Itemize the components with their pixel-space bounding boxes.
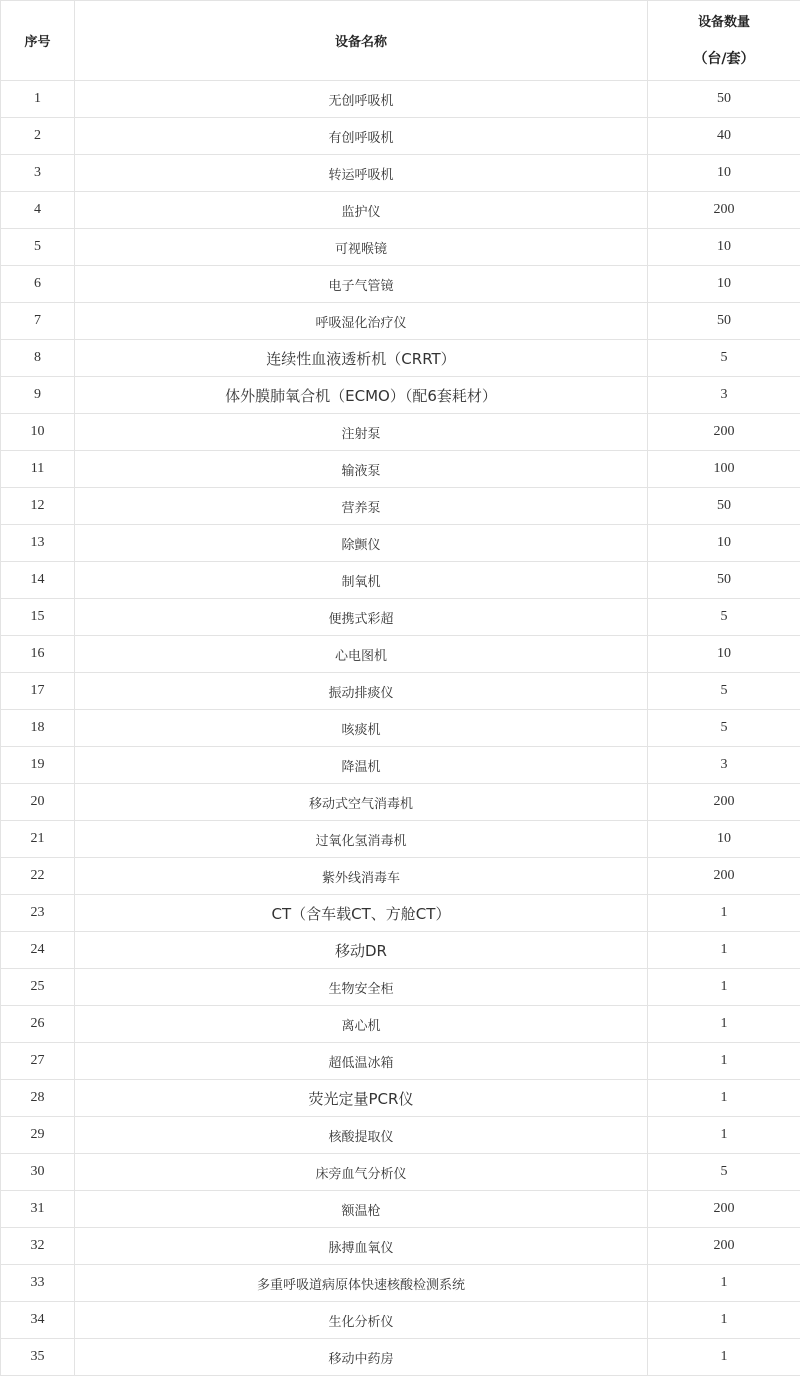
table-row: [1, 636, 800, 673]
row-quantity: 50: [648, 562, 800, 599]
table-row: [1, 81, 800, 118]
row-equipment-name: 降温机: [75, 747, 648, 784]
row-index: 22: [1, 858, 75, 895]
table-row: [1, 1265, 800, 1302]
row-quantity: 5: [648, 673, 800, 710]
table-row: [1, 562, 800, 599]
row-equipment-name: 生物安全柜: [75, 969, 648, 1006]
row-equipment-name: 咳痰机: [75, 710, 648, 747]
row-index: 34: [1, 1302, 75, 1339]
row-quantity: 1: [648, 1302, 800, 1339]
table-row: [1, 303, 800, 340]
row-quantity: 50: [648, 81, 800, 118]
table-row: [1, 340, 800, 377]
row-equipment-name: 电子气管镜: [75, 266, 648, 303]
row-index: 20: [1, 784, 75, 821]
row-quantity: 1: [648, 895, 800, 932]
row-quantity: 10: [648, 155, 800, 192]
header-index: 序号: [1, 1, 75, 81]
row-quantity: 1: [648, 1117, 800, 1154]
row-equipment-name: 生化分析仪: [75, 1302, 648, 1339]
table-row: [1, 1191, 800, 1228]
row-equipment-name: 有创呼吸机: [75, 118, 648, 155]
row-equipment-name: 移动式空气消毒机: [75, 784, 648, 821]
row-equipment-name: 移动DR: [75, 932, 648, 969]
row-quantity: 5: [648, 710, 800, 747]
row-index: 25: [1, 969, 75, 1006]
header-quantity: [648, 1, 800, 81]
row-index: 13: [1, 525, 75, 562]
table-row: [1, 192, 800, 229]
row-index: 16: [1, 636, 75, 673]
row-quantity: 200: [648, 414, 800, 451]
table-row: [1, 488, 800, 525]
row-quantity: 1: [648, 932, 800, 969]
row-index: 21: [1, 821, 75, 858]
row-index: 24: [1, 932, 75, 969]
row-equipment-name: 可视喉镜: [75, 229, 648, 266]
row-index: 11: [1, 451, 75, 488]
row-index: 33: [1, 1265, 75, 1302]
row-quantity: 10: [648, 266, 800, 303]
header-name: 设备名称: [75, 1, 648, 81]
row-equipment-name: 脉搏血氧仪: [75, 1228, 648, 1265]
table-row: [1, 1043, 800, 1080]
row-quantity: 5: [648, 1154, 800, 1191]
row-equipment-name: 移动中药房: [75, 1339, 648, 1376]
table-row: [1, 451, 800, 488]
row-index: 28: [1, 1080, 75, 1117]
row-quantity: 10: [648, 525, 800, 562]
table-row: [1, 784, 800, 821]
row-quantity: 1: [648, 1339, 800, 1376]
table-row: [1, 266, 800, 303]
row-index: 10: [1, 414, 75, 451]
row-index: 6: [1, 266, 75, 303]
row-index: 7: [1, 303, 75, 340]
row-index: 14: [1, 562, 75, 599]
row-index: 17: [1, 673, 75, 710]
row-equipment-name: 超低温冰箱: [75, 1043, 648, 1080]
row-index: 27: [1, 1043, 75, 1080]
row-quantity: 100: [648, 451, 800, 488]
row-index: 32: [1, 1228, 75, 1265]
row-quantity: 10: [648, 636, 800, 673]
row-equipment-name: 离心机: [75, 1006, 648, 1043]
row-quantity: 5: [648, 599, 800, 636]
row-equipment-name: 过氧化氢消毒机: [75, 821, 648, 858]
table-row: [1, 1302, 800, 1339]
row-index: 31: [1, 1191, 75, 1228]
row-equipment-name: 制氧机: [75, 562, 648, 599]
row-equipment-name: 多重呼吸道病原体快速核酸检测系统: [75, 1265, 648, 1302]
row-index: 8: [1, 340, 75, 377]
table-row: [1, 932, 800, 969]
row-equipment-name: 紫外线消毒车: [75, 858, 648, 895]
row-index: 23: [1, 895, 75, 932]
row-quantity: 1: [648, 969, 800, 1006]
row-index: 30: [1, 1154, 75, 1191]
table-row: [1, 1006, 800, 1043]
table-row: [1, 414, 800, 451]
row-equipment-name: 除颤仪: [75, 525, 648, 562]
row-quantity: 1: [648, 1080, 800, 1117]
row-index: 9: [1, 377, 75, 414]
table-row: [1, 858, 800, 895]
row-quantity: 200: [648, 858, 800, 895]
row-quantity: 1: [648, 1265, 800, 1302]
row-index: 1: [1, 81, 75, 118]
table-row: [1, 747, 800, 784]
table-row: [1, 155, 800, 192]
row-quantity: 1: [648, 1043, 800, 1080]
row-quantity: 200: [648, 784, 800, 821]
row-quantity: 3: [648, 377, 800, 414]
row-equipment-name: 监护仪: [75, 192, 648, 229]
row-equipment-name: 连续性血液透析机（CRRT）: [75, 340, 648, 377]
table-row: [1, 599, 800, 636]
table-row: [1, 895, 800, 932]
table-row: [1, 710, 800, 747]
row-equipment-name: 体外膜肺氧合机（ECMO）（配6套耗材）: [75, 377, 648, 414]
row-equipment-name: 床旁血气分析仪: [75, 1154, 648, 1191]
row-index: 3: [1, 155, 75, 192]
row-quantity: 5: [648, 340, 800, 377]
row-quantity: 3: [648, 747, 800, 784]
row-index: 29: [1, 1117, 75, 1154]
row-quantity: 200: [648, 192, 800, 229]
row-equipment-name: 荧光定量PCR仪: [75, 1080, 648, 1117]
table-row: [1, 229, 800, 266]
row-equipment-name: 额温枪: [75, 1191, 648, 1228]
row-quantity: 10: [648, 821, 800, 858]
table-row: [1, 118, 800, 155]
table-row: [1, 1117, 800, 1154]
row-index: 5: [1, 229, 75, 266]
row-index: 18: [1, 710, 75, 747]
row-equipment-name: 无创呼吸机: [75, 81, 648, 118]
header-quantity-label: 设备数量: [648, 12, 800, 34]
table-row: [1, 377, 800, 414]
row-quantity: 50: [648, 303, 800, 340]
row-index: 19: [1, 747, 75, 784]
table-row: [1, 1339, 800, 1376]
row-quantity: 50: [648, 488, 800, 525]
table-row: [1, 525, 800, 562]
row-equipment-name: 便携式彩超: [75, 599, 648, 636]
table-row: [1, 673, 800, 710]
row-index: 35: [1, 1339, 75, 1376]
table-row: [1, 821, 800, 858]
row-quantity: 1: [648, 1006, 800, 1043]
row-quantity: 200: [648, 1228, 800, 1265]
table-row: [1, 1080, 800, 1117]
header-quantity-unit: （台/套）: [648, 48, 800, 70]
row-equipment-name: 核酸提取仪: [75, 1117, 648, 1154]
row-equipment-name: 呼吸湿化治疗仪: [75, 303, 648, 340]
row-index: 26: [1, 1006, 75, 1043]
table-row: [1, 1154, 800, 1191]
row-equipment-name: 转运呼吸机: [75, 155, 648, 192]
table-row: [1, 1228, 800, 1265]
row-quantity: 10: [648, 229, 800, 266]
table-row: [1, 969, 800, 1006]
row-equipment-name: 心电图机: [75, 636, 648, 673]
row-quantity: 40: [648, 118, 800, 155]
row-equipment-name: 注射泵: [75, 414, 648, 451]
row-equipment-name: 营养泵: [75, 488, 648, 525]
row-equipment-name: 输液泵: [75, 451, 648, 488]
row-index: 2: [1, 118, 75, 155]
header-row: [1, 1, 800, 81]
row-index: 4: [1, 192, 75, 229]
row-quantity: 200: [648, 1191, 800, 1228]
row-equipment-name: 振动排痰仪: [75, 673, 648, 710]
row-index: 12: [1, 488, 75, 525]
table-body: [1, 81, 800, 1376]
row-equipment-name: CT（含车载CT、方舱CT）: [75, 895, 648, 932]
row-index: 15: [1, 599, 75, 636]
